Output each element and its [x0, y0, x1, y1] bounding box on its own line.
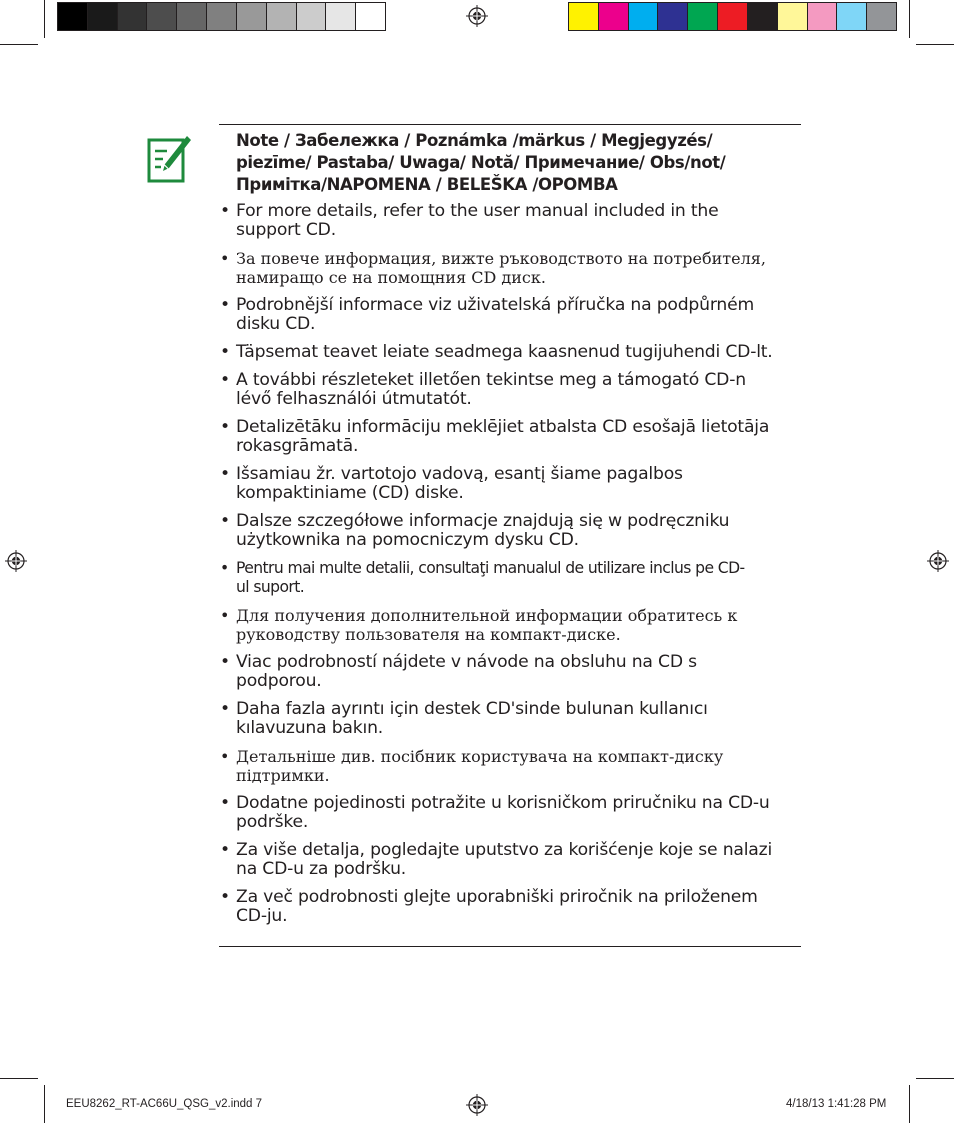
crop-mark	[909, 0, 910, 38]
crop-mark	[916, 1078, 954, 1079]
swatch	[599, 3, 629, 30]
crop-mark	[44, 1085, 45, 1123]
swatch	[177, 3, 207, 30]
process-color-bar	[568, 2, 897, 31]
swatch	[688, 3, 718, 30]
swatch	[718, 3, 748, 30]
registration-mark-icon	[466, 1094, 488, 1116]
list-item: • Išsamiau žr. vartotojo vadovą, esantį šiame pagalbos kompaktiniame (CD) diske.	[236, 465, 806, 503]
crop-mark	[916, 44, 954, 45]
list-item: • За повече информация, вижте ръководството на потребителя, намиращо се на помощния CD диск.	[236, 249, 806, 287]
crop-mark	[44, 0, 45, 38]
crop-mark	[0, 44, 38, 45]
note-heading: Note / Забележка / Poznámka /märkus / Megjegyzés/ piezīme/ Pastaba/ Uwaga/ Notă/ Примечание/ Obs/not/ Примітка/NAPOMENA / BELEŠKA /OPOMBA	[236, 131, 726, 194]
list-item: • For more details, refer to the user manual included in the support CD.	[236, 202, 806, 240]
list-item: • A további részleteket illetően tekintse meg a támogató CD-n lévő felhasználói útmutatót.	[236, 371, 806, 409]
list-item: • Viac podrobností nájdete v návode na obsluhu na CD s podporou.	[236, 653, 806, 691]
list-item: • Za više detalja, pogledajte uputstvo za korišćenje koje se nalazi na CD-u za podršku.	[236, 841, 806, 879]
swatch	[267, 3, 297, 30]
registration-mark-icon	[466, 5, 488, 27]
note-list	[236, 202, 806, 935]
swatch	[88, 3, 118, 30]
swatch	[58, 3, 88, 30]
list-item: • Za več podrobnosti glejte uporabniški priročnik na priloženem CD-ju.	[236, 888, 806, 926]
list-item: • Dalsze szczegółowe informacje znajdują się w podręczniku użytkownika na pomocniczym dysku CD.	[236, 512, 806, 550]
swatch	[658, 3, 688, 30]
note-pen-icon	[147, 134, 192, 184]
swatch	[629, 3, 659, 30]
swatch	[326, 3, 356, 30]
swatch	[118, 3, 148, 30]
swatch	[867, 3, 896, 30]
list-item: • Täpsemat teavet leiate seadmega kaasnenud tugijuhendi CD-lt.	[236, 343, 806, 362]
swatch	[748, 3, 778, 30]
swatch	[837, 3, 867, 30]
list-item: • Daha fazla ayrıntı için destek CD'sinde bulunan kullanıcı kılavuzuna bakın.	[236, 700, 806, 738]
list-item: • Detalizētāku informāciju meklējiet atbalsta CD esošajā lietotāja rokasgrāmatā.	[236, 418, 806, 456]
swatch	[356, 3, 385, 30]
footer-timestamp: 4/18/13 1:41:28 PM	[786, 1098, 887, 1110]
note-bottom-rule	[219, 946, 801, 947]
note-top-rule	[219, 124, 801, 125]
list-item: • Pentru mai multe detalii, consultaţi manualul de utilizare inclus pe CD- ul suport.	[236, 559, 806, 597]
list-item: • Podrobnější informace viz uživatelská příručka na podpůrném disku CD.	[236, 296, 806, 334]
swatch	[147, 3, 177, 30]
list-item: • Детальніше див. посібник користувача на компакт-диску підтримки.	[236, 747, 806, 785]
grayscale-color-bar	[57, 2, 386, 31]
swatch	[297, 3, 327, 30]
list-item: • Dodatne pojedinosti potražite u korisničkom priručniku na CD-u podrške.	[236, 794, 806, 832]
registration-mark-icon	[5, 550, 27, 572]
crop-mark	[909, 1085, 910, 1123]
list-item: • Для получения дополнительной информации обратитесь к руководству пользователя на компакт-диске.	[236, 606, 806, 644]
crop-mark	[0, 1078, 38, 1079]
swatch	[237, 3, 267, 30]
swatch	[778, 3, 808, 30]
swatch	[207, 3, 237, 30]
registration-mark-icon	[927, 550, 949, 572]
swatch	[569, 3, 599, 30]
footer-filename: EEU8262_RT-AC66U_QSG_v2.indd 7	[66, 1098, 263, 1110]
swatch	[808, 3, 838, 30]
